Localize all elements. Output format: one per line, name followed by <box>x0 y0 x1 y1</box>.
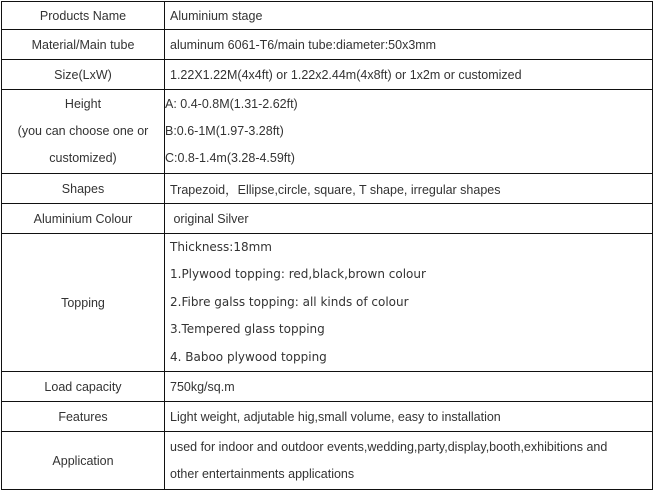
table-row <box>2 204 653 234</box>
topping-option: 1.Plywood topping: red,black,brown colour <box>170 267 426 282</box>
features-label: Features <box>2 402 165 432</box>
height-label-line: Height <box>64 97 102 111</box>
height-option-c: C:0.8-1.4m(3.28-4.59ft) <box>165 151 295 165</box>
table-row <box>2 402 653 432</box>
height-label <box>2 90 165 174</box>
topping-option: 2.Fibre galss topping: all kinds of colour <box>170 294 409 309</box>
table-row <box>2 432 653 490</box>
application-line: used for indoor and outdoor events,wedding,party,display,booth,exhibitions and <box>170 439 608 454</box>
material-value: aluminum 6061-T6/main tube:diameter:50x3mm <box>165 30 653 60</box>
table-row <box>2 234 653 372</box>
table-row <box>2 372 653 402</box>
load-value: 750kg/sq.m <box>165 372 653 402</box>
colour-value: original Silver <box>165 204 653 234</box>
topping-label: Topping <box>2 234 165 372</box>
table-row <box>2 2 653 30</box>
table-row <box>2 174 653 204</box>
product-name-value: Aluminium stage <box>165 2 653 30</box>
table-row <box>2 60 653 90</box>
topping-thickness: Thickness:18mm <box>170 240 272 254</box>
topping-option: 4. Baboo plywood topping <box>170 349 327 364</box>
application-line: other entertainments applications <box>170 466 355 481</box>
height-label-line: (you can choose one or <box>17 124 149 138</box>
size-value: 1.22X1.22M(4x4ft) or 1.22x2.44m(4x8ft) or 1x2m or customized <box>165 60 653 90</box>
colour-label: Aluminium Colour <box>2 204 165 234</box>
topping-value <box>165 234 653 372</box>
height-option-a: A: 0.4-0.8M(1.31-2.62ft) <box>165 97 298 111</box>
application-label: Application <box>2 432 165 490</box>
shapes-label: Shapes <box>2 174 165 204</box>
height-label-line: customized) <box>49 151 117 165</box>
height-value <box>165 90 653 174</box>
spec-table <box>1 1 653 490</box>
application-value <box>165 432 653 490</box>
height-option-b: B:0.6-1M(1.97-3.28ft) <box>165 124 284 138</box>
material-label: Material/Main tube <box>2 30 165 60</box>
topping-option: 3.Tempered glass topping <box>170 322 325 337</box>
load-label: Load capacity <box>2 372 165 402</box>
size-label: Size(LxW) <box>2 60 165 90</box>
shapes-value: Trapezoid，Ellipse,circle, square, T shape, irregular shapes <box>165 174 653 204</box>
table-row <box>2 30 653 60</box>
product-name-label: Products Name <box>2 2 165 30</box>
features-value: Light weight, adjutable hig,small volume, easy to installation <box>165 402 653 432</box>
table-row <box>2 90 653 174</box>
